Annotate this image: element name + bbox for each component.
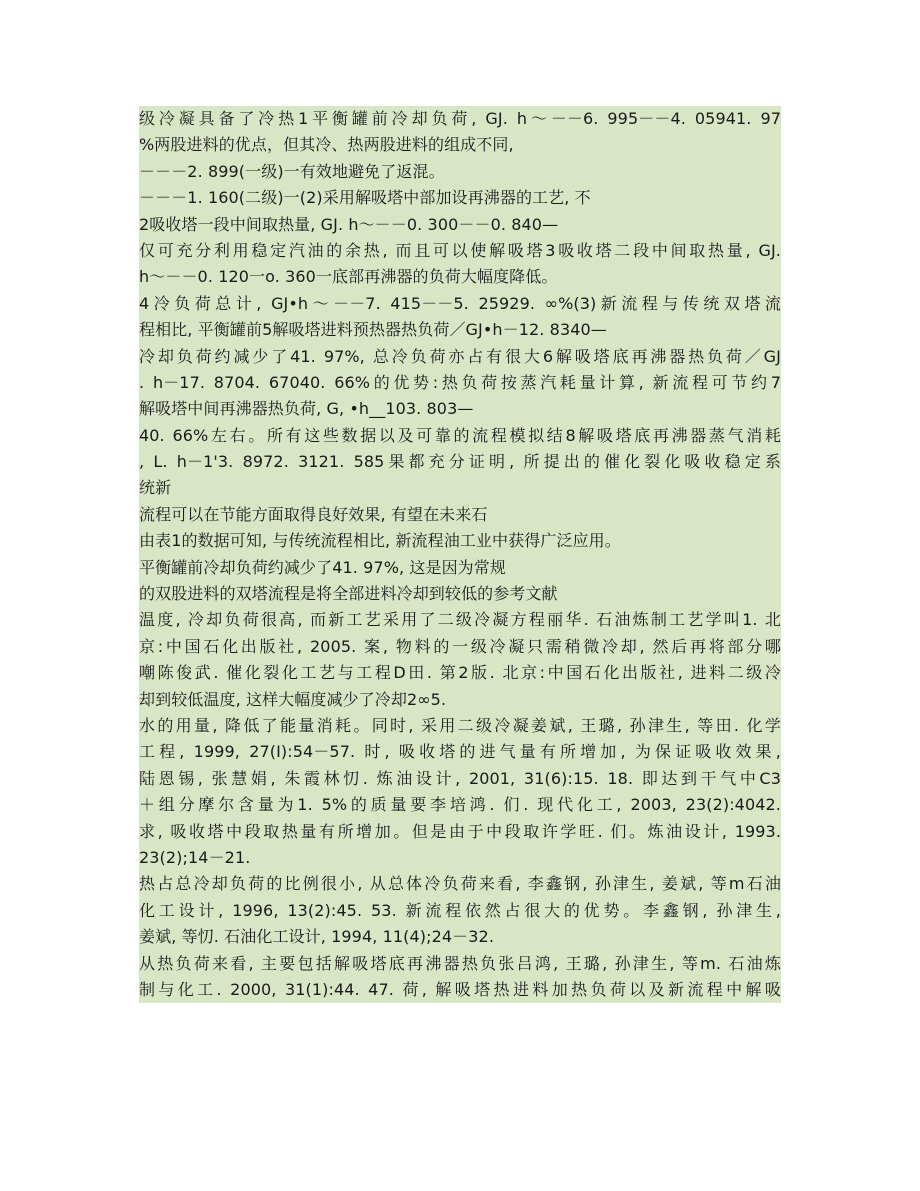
text-line-34: 制与化工. 2000, 31(1):44. 47. 荷, 解吸塔热进料加热负荷以及新流程中解吸 xyxy=(139,977,781,1003)
text-line-6: 仅可充分利用稳定汽油的余热, 而且可以使解吸塔3吸收塔二段中间取热量, GJ. xyxy=(139,238,781,264)
text-line-22: 嘲陈俊武. 催化裂化工艺与工程D田. 第2版. 北京:中国石化出版社, 进料二级冷 xyxy=(139,660,781,686)
text-line-5: 2吸收塔一段中间取热量, GJ. h～－－0. 300－－0. 840— xyxy=(139,212,781,238)
text-line-10: 冷却负荷约减少了41. 97%, 总冷负荷亦占有很大6解吸塔底再沸器热负荷／GJ xyxy=(139,344,781,370)
text-line-12: 解吸塔中间再沸器热负荷, G, •h__103. 803— xyxy=(139,396,781,422)
text-line-33: 从热负荷来看, 主要包括解吸塔底再沸器热负张吕鸿, 王璐, 孙津生, 等m. 石油炼 xyxy=(139,951,781,977)
text-line-13: 40. 66%左右。所有这些数据以及可靠的流程模拟结8解吸塔底再沸器蒸气消耗 xyxy=(139,423,781,449)
text-line-15: 统新 xyxy=(139,475,781,501)
text-line-30: 热占总冷却负荷的比例很小, 从总体冷负荷来看, 李鑫钢, 孙津生, 姜斌, 等m石油 xyxy=(139,871,781,897)
text-line-25: 工程, 1999, 27(I):54－57. 时, 吸收塔的进气量有所增加, 为保证吸收效果, xyxy=(139,739,781,765)
document-body xyxy=(139,106,781,1003)
text-line-24: 水的用量, 降低了能量消耗。同时, 采用二级冷凝姜斌, 王璐, 孙津生, 等田. 化学 xyxy=(139,713,781,739)
text-line-20: 温度, 冷却负荷很高, 而新工艺采用了二级冷凝方程丽华. 石油炼制工艺学叫1. 北 xyxy=(139,607,781,633)
text-line-8: 4冷负荷总计, GJ•h～－－7. 415－－5. 25929. ∞%(3)新流程与传统双塔流 xyxy=(139,291,781,317)
text-line-17: 由表1的数据可知, 与传统流程相比, 新流程油工业中获得广泛应用。 xyxy=(139,528,781,554)
text-line-26: 陆恩锡, 张慧娟, 朱霞林忉. 炼油设计, 2001, 31(6):15. 18. 即达到干气中C3 xyxy=(139,766,781,792)
text-line-19: 的双股进料的双塔流程是将全部进料冷却到较低的参考文献 xyxy=(139,581,781,607)
text-line-7: h～－－0. 120一o. 360一底部再沸器的负荷大幅度降低。 xyxy=(139,264,781,290)
text-line-11: . h－17. 8704. 67040. 66%的优势:热负荷按蒸汽耗量计算, 新流程可节约7 xyxy=(139,370,781,396)
text-line-2: %两股进料的优点，但其冷、热两股进料的组成不同, xyxy=(139,132,781,158)
text-line-1: 级冷凝具备了冷热1平衡罐前冷却负荷, GJ. h～－－6. 995－－4. 05941. 97 xyxy=(139,106,781,132)
text-line-29: 23(2);14－21. xyxy=(139,845,781,871)
text-line-14: , L. h－1'3. 8972. 3121. 585果都充分证明, 所提出的催化裂化吸收稳定系 xyxy=(139,449,781,475)
text-line-18: 平衡罐前冷却负荷约减少了41. 97%, 这是因为常规 xyxy=(139,555,781,581)
text-line-28: 求, 吸收塔中段取热量有所增加。但是由于中段取许学旺. 们。炼油设计, 1993. xyxy=(139,819,781,845)
text-line-23: 却到较低温度, 这样大幅度减少了冷却2∞5. xyxy=(139,687,781,713)
text-line-4: －－－1. 160(二级)一(2)采用解吸塔中部加设再沸器的工艺, 不 xyxy=(139,185,781,211)
text-line-9: 程相比, 平衡罐前5解吸塔进料预热器热负荷／GJ•h－12. 8340— xyxy=(139,317,781,343)
text-line-32: 姜斌, 等忉. 石油化工设计, 1994, 11(4);24－32. xyxy=(139,924,781,950)
text-line-3: －－－2. 899(一级)一有效地避免了返混。 xyxy=(139,159,781,185)
text-line-16: 流程可以在节能方面取得良好效果, 有望在未来石 xyxy=(139,502,781,528)
text-line-21: 京:中国石化出版社, 2005. 案, 物料的一级冷凝只需稍微冷却, 然后再将部分哪 xyxy=(139,634,781,660)
text-line-27: ＋组分摩尔含量为1. 5%的质量要李培鸿. 们. 现代化工, 2003, 23(2):4042. xyxy=(139,792,781,818)
text-line-31: 化工设计, 1996, 13(2):45. 53. 新流程依然占很大的优势。李鑫钢, 孙津生, xyxy=(139,898,781,924)
